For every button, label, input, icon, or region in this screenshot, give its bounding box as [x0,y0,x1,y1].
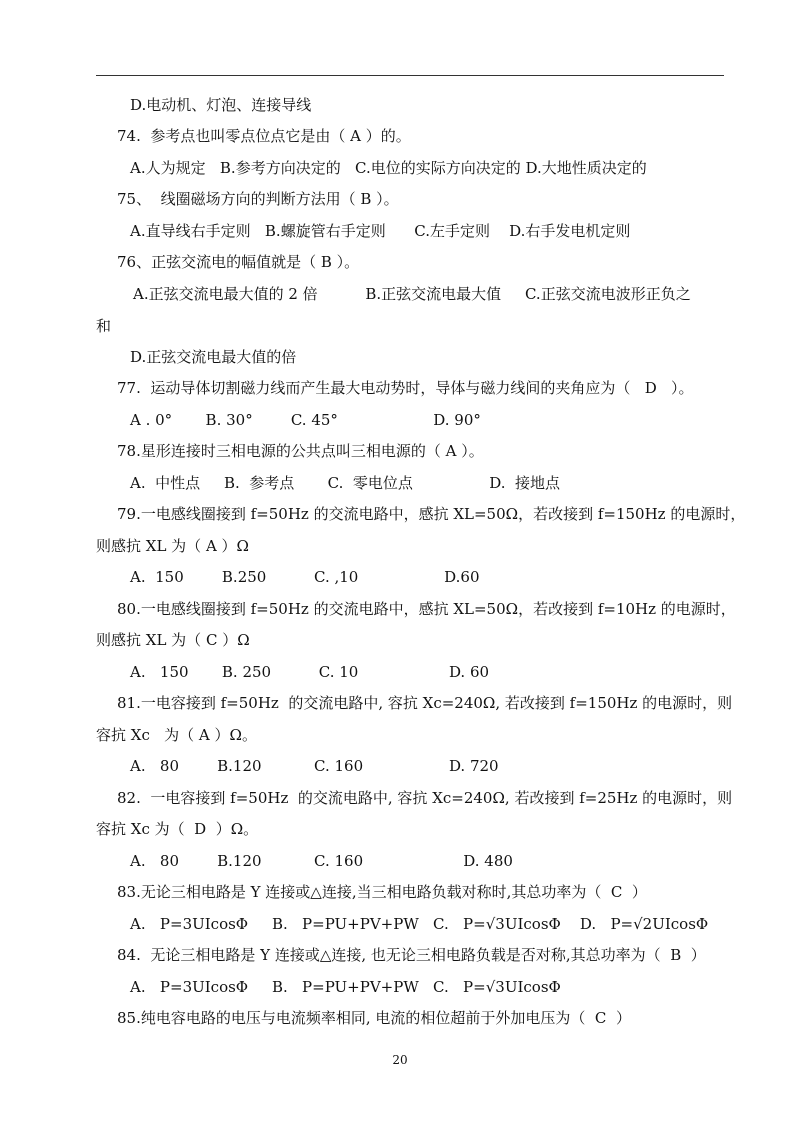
options-76-d: D.正弦交流电最大值的倍 [130,348,297,366]
options-82: A. 80 B.120 C. 160 D. 480 [130,852,513,870]
options-78: A. 中性点 B. 参考点 C. 零电位点 D. 接地点 [130,474,561,492]
question-78: 78.星形连接时三相电源的公共点叫三相电源的（ A ）。 [117,442,484,460]
options-81: A. 80 B.120 C. 160 D. 720 [130,757,499,775]
question-80: 80.一电感线圈接到 f=50Hz 的交流电路中，感抗 XL=50Ω，若改接到 f=10Hz 的电源时， [117,600,736,618]
question-75: 75、 线圈磁场方向的判断方法用（ B ）。 [117,190,399,208]
text-line: D.电动机、灯泡、连接导线 [130,96,312,114]
options-84: A. P=3UIcosΦ B. P=PU+PV+PW C. P=√3UIcosΦ [130,978,561,996]
question-82-wrap: 容抗 Xc 为（ D ）Ω。 [96,820,259,838]
options-83: A. P=3UIcosΦ B. P=PU+PV+PW C. P=√3UIcosΦ D. P=√2UIcosΦ [130,915,709,933]
question-74: 74. 参考点也叫零点位点它是由（ A ）的。 [117,127,411,145]
question-83: 83.无论三相电路是 Y 连接或△连接,当三相电路负载对称时,其总功率为（ C ） [117,883,647,901]
options-74: A.人为规定 B.参考方向决定的 C.电位的实际方向决定的 D.大地性质决定的 [130,159,647,177]
options-76: A.正弦交流电最大值的 2 倍 B.正弦交流电最大值 C.正弦交流电波形正负之 [133,285,691,303]
options-80: A. 150 B. 250 C. 10 D. 60 [130,663,490,681]
options-76-wrap: 和 [96,317,112,335]
question-82: 82. 一电容接到 f=50Hz 的交流电路中, 容抗 Xc=240Ω, 若改接到 f=25Hz 的电源时，则 [117,789,733,807]
question-85: 85.纯电容电路的电压与电流频率相同, 电流的相位超前于外加电压为（ C ） [117,1009,631,1027]
header-rule [96,75,724,76]
question-76: 76、正弦交流电的幅值就是（ B ）。 [117,253,360,271]
question-84: 84. 无论三相电路是 Y 连接或△连接, 也无论三相电路负载是否对称,其总功率为（ B ） [117,946,706,964]
question-79-wrap: 则感抗 XL 为（ A ）Ω [96,537,249,555]
page-number: 20 [392,1053,408,1067]
question-80-wrap: 则感抗 XL 为（ C ）Ω [96,631,250,649]
question-79: 79.一电感线圈接到 f=50Hz 的交流电路中，感抗 XL=50Ω，若改接到 f=150Hz 的电源时， [117,505,746,523]
options-75: A.直导线右手定则 B.螺旋管右手定则 C.左手定则 D.右手发电机定则 [130,222,631,240]
question-81-wrap: 容抗 Xc 为（ A ）Ω。 [96,726,257,744]
question-77: 77. 运动导体切割磁力线而产生最大电动势时，导体与磁力线间的夹角应为（ D ）。 [117,379,694,397]
options-77: A . 0° B. 30° C. 45° D. 90° [130,411,481,429]
options-79: A. 150 B.250 C. ,10 D.60 [130,568,480,586]
question-81: 81.一电容接到 f=50Hz 的交流电路中, 容抗 Xc=240Ω, 若改接到 f=150Hz 的电源时，则 [117,694,733,712]
